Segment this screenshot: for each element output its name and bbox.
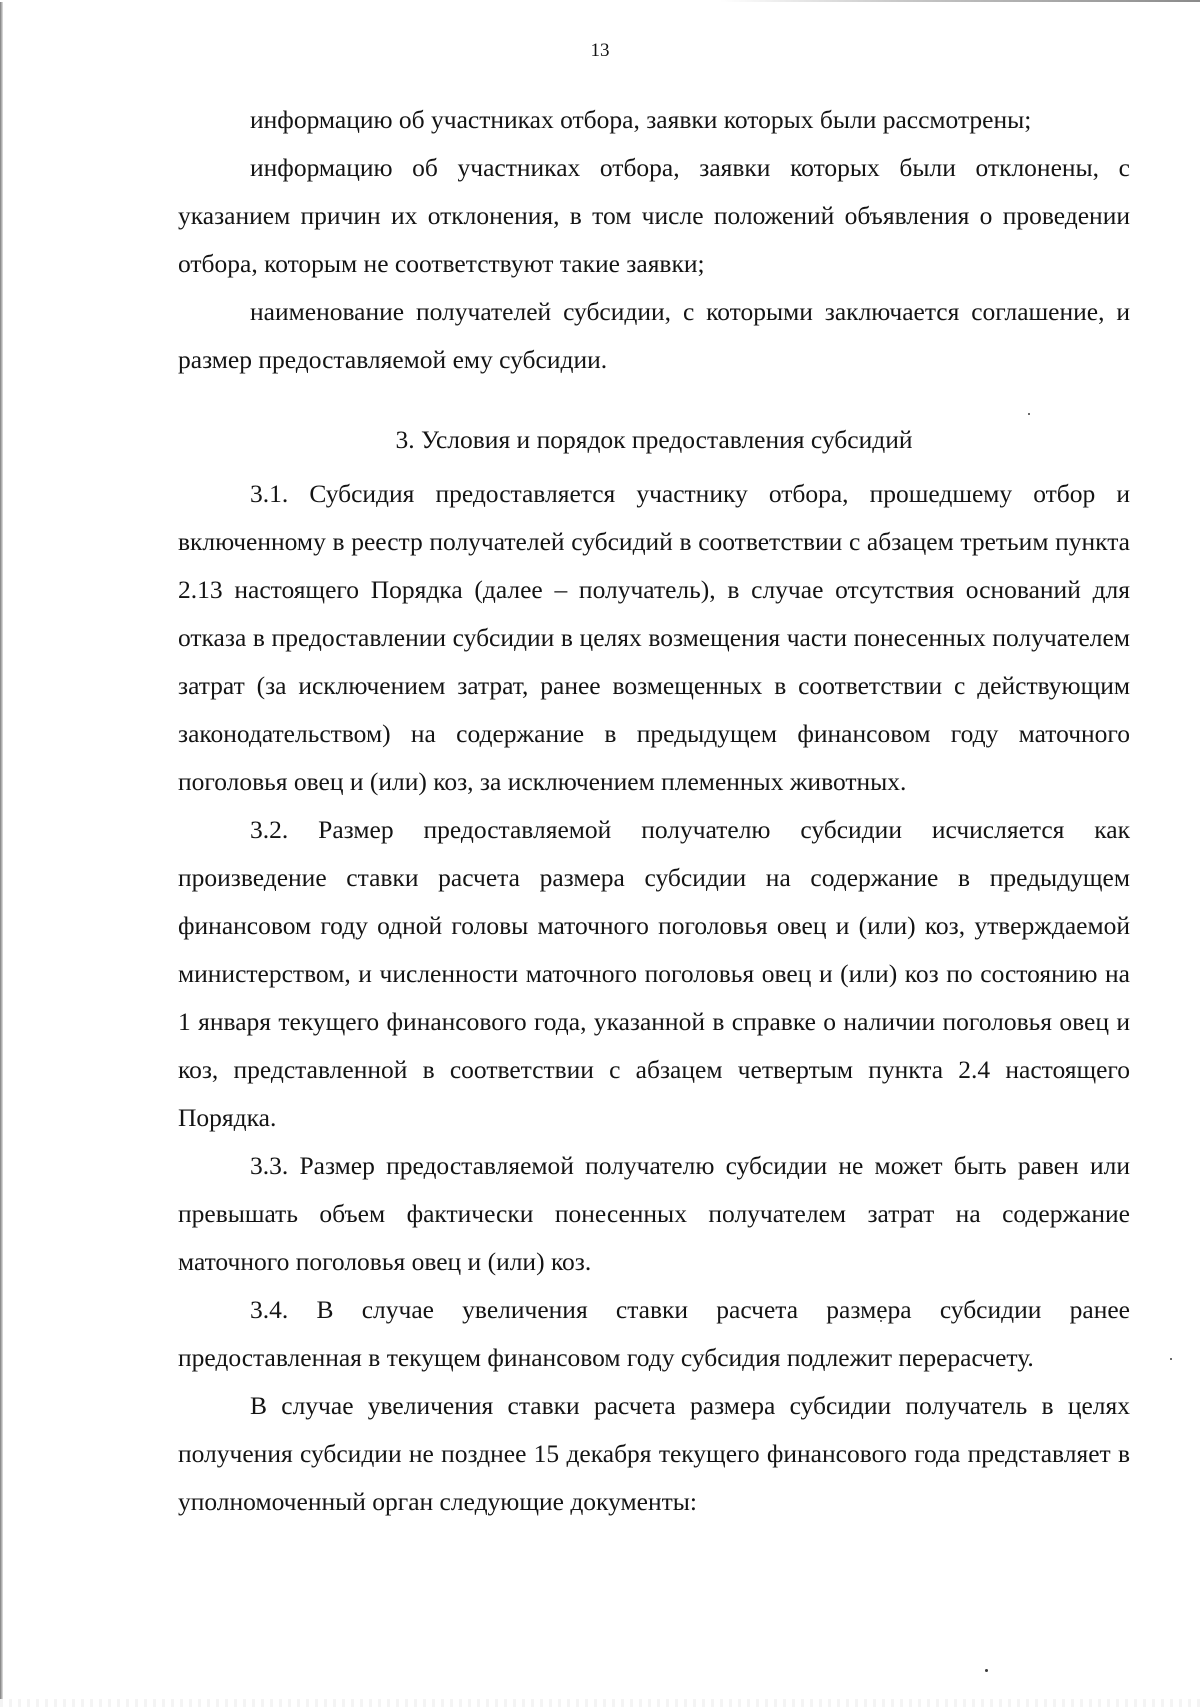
paragraph: 3.4. В случае увеличения ставки расчета размера субсидии ранее предоставленная в текущем финансовом году субсидия подлежит перерасчету. (178, 1295, 1130, 1372)
scan-speck (985, 1669, 988, 1672)
scan-edge-bottom (0, 1699, 1200, 1707)
page-number: 13 (590, 40, 610, 61)
scan-speck (1170, 1358, 1172, 1360)
document-body (178, 96, 1130, 1526)
scan-edge-top (0, 0, 1200, 2)
paragraph: В случае увеличения ставки расчета размера субсидии получатель в целях получения субсидии не позднее 15 декабря текущего финансового года представляет в уполномоченный орган следующие документы: (178, 1391, 1130, 1516)
paragraph: информацию об участниках отбора, заявки которых были отклонены, с указанием причин их отклонения, в том числе положений объявления о проведении отбора, которым не соответствуют такие заявки; (178, 153, 1130, 278)
scan-edge-left (0, 0, 3, 1707)
paragraph: наименование получателей субсидии, с которыми заключается соглашение, и размер предоставляемой ему субсидии. (178, 297, 1130, 374)
paragraph: 3.2. Размер предоставляемой получателю субсидии исчисляется как произведение ставки расчета размера субсидии на содержание в предыдущем финансовом году одной головы маточного поголовья овец и (или) коз, утверждаемой министерством, и численности маточного поголовья овец и (или) коз по состоянию на 1 января текущего финансового года, указанной в справке о наличии поголовья овец и коз, представленной в соответствии с абзацем четвертым пункта 2.4 настоящего Порядка. (178, 815, 1130, 1132)
section-heading: 3. Условия и порядок предоставления субсидий (395, 425, 913, 454)
paragraph: 3.3. Размер предоставляемой получателю субсидии не может быть равен или превышать объем фактически понесенных получателем затрат на содержание маточного поголовья овец и (или) коз. (178, 1151, 1130, 1276)
paragraph: информацию об участниках отбора, заявки которых были рассмотрены; (250, 105, 1032, 134)
paragraph: 3.1. Субсидия предоставляется участнику отбора, прошедшему отбор и включенному в реестр получателей субсидий в соответствии с абзацем третьим пункта 2.13 настоящего Порядка (далее – получатель), в случае отсутствия оснований для отказа в предоставлении субсидии в целях возмещения части понесенных получателем затрат (за исключением затрат, ранее возмещенных в соответствии с действующим законодательством) на содержание в предыдущем финансовом году маточного поголовья овец и (или) коз, за исключением племенных животных. (178, 479, 1130, 796)
